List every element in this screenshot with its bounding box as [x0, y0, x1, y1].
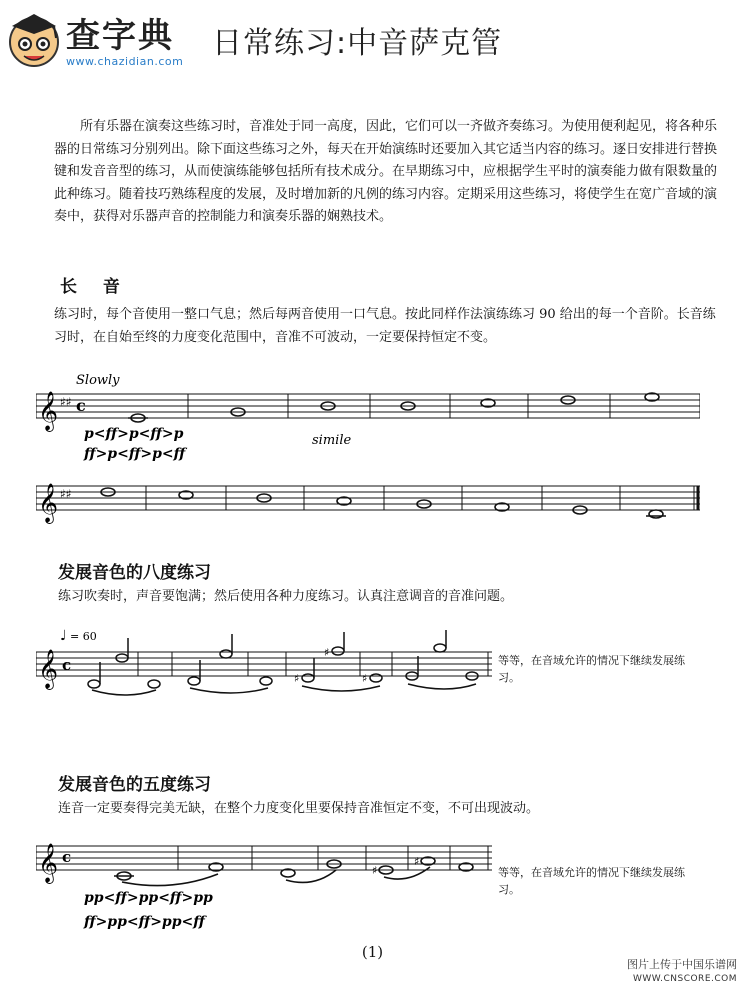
octave-continue-note: 等等，在音域允许的情况下继续发展练习。 [498, 654, 685, 684]
watermark-line-2: WWW.CNSCORE.COM [632, 974, 737, 984]
key-signature-icon: ♯♯ [60, 487, 72, 501]
long-tone-heading: 长 音 [60, 277, 130, 297]
quarter-note-icon: ♩ [60, 628, 67, 644]
page-header [0, 0, 745, 82]
simile-mark: simile [312, 433, 352, 448]
fifth-staff [36, 838, 492, 934]
intro-paragraph: 所有乐器在演奏这些练习时，音准处于同一高度，因此，它们可以一齐做齐奏练习。为使用便利起见，将各种乐器的日常练习分别列出。除下面这些练习之外，每天在开始演练时还要加入其它适当内容的练习。逐日安排进行替换键和发音音型的练习，从而使演练能够包括所有技术成分。在早期练习中，应根据学生平时的演奏能力做有限数量的此种练习。随着技巧熟练程度的发展，及时增加新的凡例的练习内容。定期采用这些练习，将使学生在宽广音域的演奏中，获得对乐器声音的控制能力和演奏乐器的娴熟技术。 [54, 119, 718, 224]
mascot-logo-icon [6, 4, 62, 74]
fifth-heading: 发展音色的五度练习 [58, 775, 211, 795]
octave-staff [36, 626, 492, 696]
dynamics-line-2: ff>p<ff>p<ff [84, 446, 186, 462]
long-tone-staff-2 [36, 478, 700, 528]
sharp-icon: ♯ [414, 855, 420, 868]
tempo-marking: = 60 [70, 630, 97, 643]
logo-text: 查字典 [66, 16, 174, 56]
fifth-continue-note: 等等，在音域允许的情况下继续发展练习。 [498, 866, 685, 896]
sharp-icon: ♯ [294, 672, 300, 685]
dynamics-line-1: p<ff>p<ff>p [84, 426, 184, 442]
sharp-icon: ♯ [324, 646, 330, 659]
treble-clef-icon: 𝄞 [38, 843, 59, 883]
octave-heading: 发展音色的八度练习 [58, 563, 211, 583]
watermark [627, 958, 737, 986]
logo-url[interactable]: www.chazidian.com [66, 55, 184, 68]
fifth-dynamics-line-2: ff>pp<ff>pp<ff [84, 914, 205, 930]
time-signature-icon: c [76, 396, 86, 415]
long-tone-staff-1 [36, 364, 700, 464]
tempo-slowly: Slowly [76, 373, 120, 388]
page-number: (1) [361, 943, 384, 961]
key-signature-icon: ♯♯ [60, 395, 72, 409]
watermark-line-1: 图片上传于中国乐谱网 [627, 958, 737, 971]
page-title: 日常练习:中音萨克管 [212, 26, 503, 61]
treble-clef-icon: 𝄞 [38, 391, 59, 431]
time-signature-icon: c [62, 848, 72, 866]
treble-clef-icon: 𝄞 [38, 649, 59, 689]
fifth-dynamics-line-1: pp<ff>pp<ff>pp [84, 890, 213, 906]
long-tone-text: 练习时，每个音使用一整口气息；然后每两音使用一口气息。按此同样作法演练练习 90 给出的每一个音阶。长音练习时，在自始至终的力度变化范围中，音准不可波动，一定要保持恒定不变。 [54, 307, 716, 345]
octave-text: 练习吹奏时，声音要饱满；然后使用各种力度练习。认真注意调音的音准问题。 [58, 589, 514, 604]
time-signature-icon: c [62, 656, 72, 674]
sharp-icon: ♯ [372, 864, 378, 877]
sharp-icon: ♯ [362, 672, 368, 685]
treble-clef-icon: 𝄞 [38, 483, 59, 523]
fifth-text: 连音一定要奏得完美无缺，在整个力度变化里要保持音准恒定不变，不可出现波动。 [58, 801, 540, 816]
